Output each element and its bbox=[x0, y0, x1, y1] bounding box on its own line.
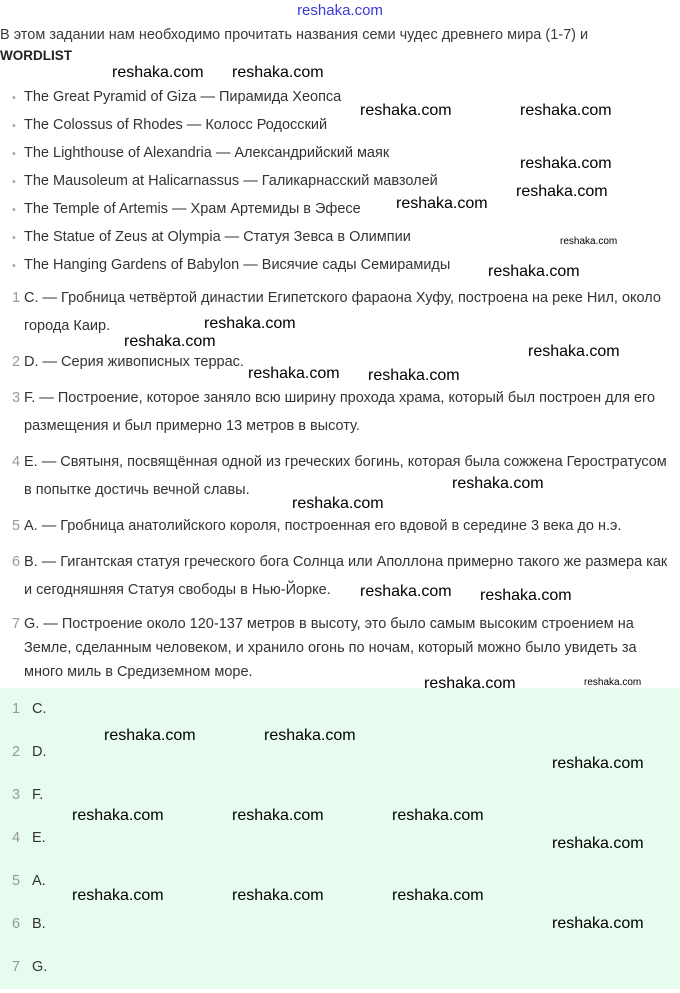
wordlist-item-text: The Statue of Zeus at Olympia — Статуя Зевса в Олимпии bbox=[24, 229, 411, 245]
watermark: reshaka.com bbox=[232, 887, 324, 904]
watermark: reshaka.com bbox=[292, 495, 384, 512]
bullet-icon: • bbox=[12, 148, 16, 160]
item-number: 4 bbox=[12, 830, 21, 846]
watermark: reshaka.com bbox=[424, 675, 516, 692]
answer-letter: B. bbox=[32, 916, 46, 932]
watermark: reshaka.com bbox=[248, 365, 340, 382]
item-number: 7 bbox=[12, 616, 21, 632]
item-number: 6 bbox=[12, 554, 21, 570]
description-text: B. — Гигантская статуя греческого бога Солнца или Аполлона примерно такого же размера как и сегодняшняя Статуя свободы в Нью-Йорке. bbox=[24, 554, 668, 598]
watermark: reshaka.com bbox=[72, 807, 164, 824]
watermark: reshaka.com bbox=[368, 367, 460, 384]
watermark: reshaka.com bbox=[360, 102, 452, 119]
answer-item bbox=[0, 946, 680, 989]
item-number: 6 bbox=[12, 916, 21, 932]
watermark: reshaka.com bbox=[396, 195, 488, 212]
bullet-icon: • bbox=[12, 260, 16, 272]
item-number: 2 bbox=[12, 744, 21, 760]
watermark: reshaka.com bbox=[112, 64, 204, 81]
description-text: C. — Гробница четвёртой династии Египетского фараона Хуфу, построена на реке Нил, около города Каир. bbox=[24, 290, 661, 334]
watermark: reshaka.com bbox=[204, 315, 296, 332]
wordlist-heading: WORDLIST bbox=[0, 48, 72, 63]
bullet-icon: • bbox=[12, 204, 16, 216]
answer-letter: A. bbox=[32, 873, 46, 889]
item-number: 5 bbox=[12, 518, 21, 534]
description-item bbox=[0, 612, 680, 684]
watermark: reshaka.com bbox=[552, 915, 644, 932]
watermark: reshaka.com bbox=[124, 333, 216, 350]
bullet-icon: • bbox=[12, 120, 16, 132]
description-text: D. — Серия живописных террас. bbox=[24, 354, 244, 370]
intro-text: В этом задании нам необходимо прочитать названия семи чудес древнего мира (1-7) и bbox=[0, 27, 589, 43]
answer-letter: E. bbox=[32, 830, 46, 846]
description-item bbox=[0, 548, 680, 604]
description-item bbox=[0, 512, 680, 540]
wordlist-item-text: The Temple of Artemis — Храм Артемиды в Эфесе bbox=[24, 201, 361, 217]
item-number: 1 bbox=[12, 701, 21, 717]
wordlist-item-text: The Mausoleum at Halicarnassus — Галикарнасский мавзолей bbox=[24, 173, 438, 189]
wordlist-item-text: The Great Pyramid of Giza — Пирамида Хеопса bbox=[24, 89, 342, 105]
watermark: reshaka.com bbox=[520, 102, 612, 119]
watermark: reshaka.com bbox=[72, 887, 164, 904]
bullet-icon: • bbox=[12, 176, 16, 188]
bullet-icon: • bbox=[12, 232, 16, 244]
description-text: G. — Построение около 120-137 метров в высоту, это было самым высоким строением на Земле, сделанным человеком, и хранило огонь по ночам, который можно было увидеть за много миль в Средиземном море. bbox=[24, 616, 637, 680]
answer-letter: G. bbox=[32, 959, 48, 975]
item-number: 5 bbox=[12, 873, 21, 889]
answer-item bbox=[0, 688, 680, 731]
item-number: 7 bbox=[12, 959, 21, 975]
answer-letter: D. bbox=[32, 744, 47, 760]
watermark: reshaka.com bbox=[392, 807, 484, 824]
description-text: F. — Построение, которое заняло всю ширину прохода храма, который был построен для его размещения и был примерно 13 метров в высоту. bbox=[24, 390, 656, 434]
watermark: reshaka.com bbox=[552, 755, 644, 772]
watermark: reshaka.com bbox=[520, 155, 612, 172]
description-text: E. — Святыня, посвящённая одной из греческих богинь, которая была сожжена Геростратусом в попытке достичь вечной славы. bbox=[24, 454, 667, 498]
description-item bbox=[0, 284, 680, 340]
item-number: 2 bbox=[12, 354, 21, 370]
watermark: reshaka.com bbox=[264, 727, 356, 744]
site-label[interactable]: reshaka.com bbox=[297, 2, 383, 19]
watermark: reshaka.com bbox=[584, 677, 642, 688]
item-number: 1 bbox=[12, 290, 21, 306]
watermark: reshaka.com bbox=[392, 887, 484, 904]
watermark: reshaka.com bbox=[516, 183, 608, 200]
wordlist-item-text: The Lighthouse of Alexandria — Александрийский маяк bbox=[24, 145, 390, 161]
bullet-icon: • bbox=[12, 92, 16, 104]
item-number: 3 bbox=[12, 390, 21, 406]
description-text: A. — Гробница анатолийского короля, построенная его вдовой в середине 3 века до н.э. bbox=[24, 518, 622, 534]
wordlist-item-text: The Colossus of Rhodes — Колосс Родосский bbox=[24, 117, 328, 133]
watermark: reshaka.com bbox=[452, 475, 544, 492]
watermark: reshaka.com bbox=[560, 236, 618, 247]
watermark: reshaka.com bbox=[552, 835, 644, 852]
item-number: 3 bbox=[12, 787, 21, 803]
wordlist-item-text: The Hanging Gardens of Babylon — Висячие сады Семирамиды bbox=[24, 257, 451, 273]
watermark: reshaka.com bbox=[232, 807, 324, 824]
watermark: reshaka.com bbox=[104, 727, 196, 744]
description-item bbox=[0, 384, 680, 440]
watermark: reshaka.com bbox=[528, 343, 620, 360]
answer-letter: F. bbox=[32, 787, 44, 803]
watermark: reshaka.com bbox=[232, 64, 324, 81]
item-number: 4 bbox=[12, 454, 21, 470]
answer-letter: C. bbox=[32, 701, 47, 717]
watermark: reshaka.com bbox=[480, 587, 572, 604]
watermark: reshaka.com bbox=[488, 263, 580, 280]
watermark: reshaka.com bbox=[360, 583, 452, 600]
